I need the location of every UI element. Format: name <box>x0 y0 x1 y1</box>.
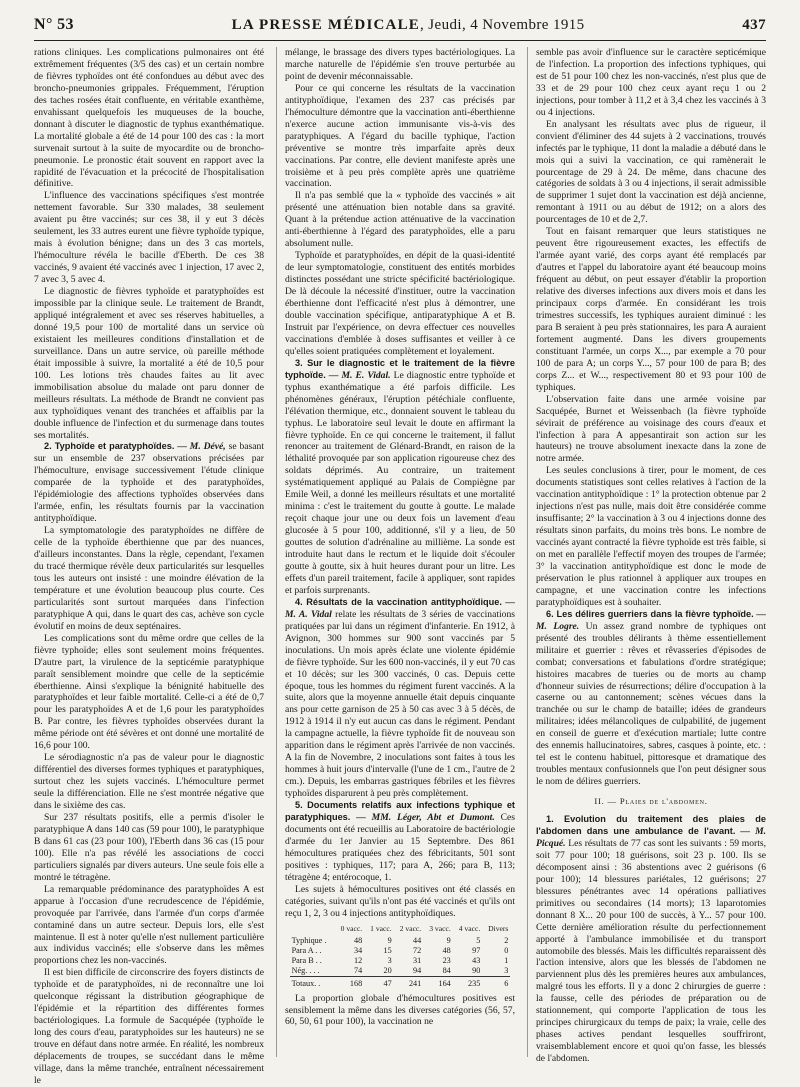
table-row <box>290 966 511 977</box>
table-cell: 20 <box>383 965 392 975</box>
table-header-cell: 3 vacc. <box>429 923 451 933</box>
paragraph: rations cliniques. Les complications pulmonaires ont été extrêmement fréquentes (3/5 des cas) et un certain nombre de fièvres typhoïdes ont été confondues au début avec des broncho-pneumonies grippales. Fréquemment, l'éruption des taches rosées était confluente, en véritable exanthème, envahissant quelquefois les muqueuses de la bouche, donnant à discuter le diagnostic de typhus exanthématique. La mortalité globale a été de 14 pour 100 des cas : la mort survenait surtout à la suite de myocardite ou de broncho-pneumonie. Le pronostic était souvent en rapport avec la rapidité de l'évacuation et la précocité de l'hospitalisation définitive. <box>34 47 264 190</box>
section-3 <box>285 358 515 597</box>
table-cell: 84 <box>442 965 451 975</box>
section-text: Un assez grand nombre de typhiques ont présenté des troubles délirants à thème essentiellement militaire et guerrier : rêves et rêvasseries d'épisodes de combat; conversations et fabulations d'ordre stratégique; histoires macabres de tueries ou de morts au champ d'honneur suivies de résurrections; délire d'occupation à la caserne ou au cantonnement; scènes vécues dans la tranchée ou sur le champ de bataille; idées de grandeurs militaires; idées mélancoliques de culpabilité, de jugement en conseil de guerre et d'exécution martiale; lutte contre des ennemis hallucinatoires, sabres, casques à pointe, etc. : tel est le contenu habituel, pittoresque et dramatique des troubles mentaux confusionnels que l'on peut désigner sous le nom de délires guerriers. <box>536 620 767 788</box>
paragraph: La remarquable prédominance des paratyphoïdes A est apparue à l'occasion d'une recrudescence de l'épidémie, provoquée par l'arrivée, dans l'armée d'un corps d'armée contaminé dans un autre secteur. Depuis lors, elle s'est maintenue. Il est à noter qu'elle n'est nullement particulière aux individus vaccinés; elle s'observe dans les mêmes proportions chez les non-vaccinés. <box>34 883 264 967</box>
paragraph: Le sérodiagnostic n'a pas de valeur pour le diagnostic différentiel des diverses formes typhiques et paratyphiques, surtout chez les sujets vaccinés. L'hémoculture permet seule la différenciation. Elle ne s'est montrée négative que dans le sixième des cas. <box>34 752 264 812</box>
table-cell: Para A . . <box>291 945 322 955</box>
section-author: — MM. Léger, Abt et Dumont. <box>350 812 495 823</box>
table-cell: 34 <box>353 945 363 955</box>
table-cell: 3 <box>504 965 509 975</box>
table-cell: 48 <box>353 935 363 945</box>
paragraph: Il est bien difficile de circonscrire des foyers distincts de typhoïde et de paratyphoïdes, ni de reconnaître une loi quelconque régissant la distribution géographique de l'épidémie et la répartition des différentes formes bactériologiques. La formule de Sacquépée (typhoïde le long des cours d'eau, paratyphoïdes sur les hauteurs) ne se trouve en défaut dans notre armée. En réalité, les nombreux déplacements de troupes, se succédant dans le même village, dans la même tranchée, entraînent nécessairement le <box>34 967 264 1086</box>
paragraph: mélange, le brassage des divers types bactériologiques. La marche naturelle de l'épidémie s'en trouve perturbée au point de devenir méconnaissable. <box>285 47 515 82</box>
table-cell: 31 <box>413 955 422 965</box>
table-cell: 9 <box>446 935 451 945</box>
table-cell: Totaux. . <box>290 976 335 989</box>
paragraph: Sur 237 résultats positifs, elle a permis d'isoler le paratyphique A dans 140 cas (59 pour 100), le paratyphique B dans 61 cas (23 pour 100), l'Eberth dans 36 cas (15 pour 100). Elle n'a pas révélé les associations de cocci particuliers signalés par divers auteurs. Une seule fois elle a montré le tétragène. <box>34 812 264 883</box>
paragraph: Il n'a pas semblé que la « typhoïde des vaccinés » ait présenté une atténuation bien notable dans sa gravité. Quant à la prétendue action atténuative de la vaccination anti-éberthienne à l'égard des paratyphoïdes, elle a paru absolument nulle. <box>285 190 515 250</box>
paragraph: La symptomatologie des paratyphoïdes ne diffère de celle de la typhoïde éberthienne que par des nuances, d'ailleurs inconstantes. Dans la règle, cependant, l'examen du tracé thermique révèle deux particularités sur lesquelles tous les auteurs ont insisté : une moindre élévation de la température et une évolution beaucoup plus courte. Ces particularités sont surtout marquées dans l'infection paratyphique A qui, dans le quart des cas, achève son cycle évolutif en moins de deux septénaires. <box>34 525 264 632</box>
table-cell: 97 <box>472 945 481 955</box>
paragraph: Les complications sont du même ordre que celles de la fièvre typhoïde; elles sont seulement moins fréquentes. D'autre part, la virulence de la septicémie paratyphique paraît sensiblement moindre que celle de la septicémie éberthienne. Ainsi s'explique la bénignité habituelle des paratyphoïdes et leur faible mortalité. Celle-ci a été de 0,7 pour les paratyphoïdes A et de 1,6 pour les paratyphoïdes B. Par contre, les fièvres typhoïdes observées durant la même période ont été sévères et ont donné une mortalité de 16,6 pour 100. <box>34 632 264 752</box>
part-heading: II. — Plaies de l'abdomen. <box>594 796 708 807</box>
table-cell: 90 <box>472 965 481 975</box>
table-cell: 43 <box>472 955 481 965</box>
section-text: relate les résultats de 3 séries de vaccinations pratiquées par lui dans un régiment d'infanterie. En 1912, à Avignon, 300 hommes sur 900 sont vaccinés par 5 inoculations. Un mois après éclate une violente épidémie de fièvre typhoïde. Sur les 600 non-vaccinés, il y eut 70 cas et 10 décès; sur les 300 vaccinés, 0 cas. Depuis cette époque, tous les hommes du régiment furent vaccinés. A la suite, alors que la moyenne annuelle était depuis cinquante ans pour cette garnison de 25 à 50 cas avec 3 à 5 décès, de 1912 à 1914 il n'y eut aucun cas dans le régiment. Pendant la campagne actuelle, la fièvre typhoïde fit de nouveau son apparition dans le régiment après l'arrivée de non vaccinés. A la fin de Novembre, 2 inoculations sont faites à tous les hommes à huit jours d'intervalle (l'une de 1 cm., l'autre de 2 cm.). Depuis, les embarras gastriques fébriles et les fièvres typhoïdes disparurent à peu près complètement. <box>285 608 515 800</box>
paragraph: En analysant les résultats avec plus de rigueur, il convient d'éliminer des 44 sujets à 2 vaccinations, trouvés infectés par le typhique, 11 dont la maladie a débuté dans le mois qui a suivi la vaccination, ce qui ramènerait le pourcentage de 29 à 24. De même, dans chacune des catégories de soldats à 3 ou 4 injections, il serait admissible de supprimer 1 sujet dont la vaccination est déjà ancienne, remontant à 1911 ou au début de 1912; on a alors des pourcentages de 10 et de 2,7. <box>536 118 766 226</box>
section-author: — M. A. Vidal <box>285 596 515 620</box>
section-heading: 4. Résultats de la vaccination antityphoïdique. <box>295 596 502 607</box>
column-3 <box>527 47 767 1065</box>
table-header-cell: 4 vacc. <box>458 923 481 933</box>
section-author: — M. Logre. <box>536 608 766 632</box>
page-number-left: N° 53 <box>34 16 74 33</box>
table-cell: 2 <box>504 935 509 945</box>
table-header-cell: Divers <box>488 923 509 933</box>
table-cell: 23 <box>442 955 451 965</box>
table-header-cell: 1 vacc. <box>370 923 392 933</box>
table-cell: 164 <box>423 976 453 989</box>
table-cell: 6 <box>482 976 510 989</box>
paragraph: Tout en faisant remarquer que leurs statistiques ne peuvent être rigoureusement exactes, les effectifs de l'armée ayant varié, des corps ayant été remplacés par d'autres et l'appel du laboratoire ayant été beaucoup moins fréquent au début, on peut essayer d'établir la proportion relative des diverses infections aux divers mois et dans les principaux corps d'armée. En considérant les trois trimestres successifs, les typhiques auraient diminué : les para B seraient à peu près stationnaires, les para A auraient fortement augmenté. Dans les divers groupements constituant l'armée, un corps X..., par exemple a 70 pour 100 de para A; un corps Y..., 57 pour 100 de para B; des corps Z... et W..., respectivement 80 et 93 pour 100 de typhiques. <box>536 226 766 393</box>
paragraph: La proportion globale d'hémocultures positives est sensiblement la même dans les diverses catégories (56, 57, 60, 50, 61 pour 100), la vaccination ne <box>285 992 515 1028</box>
column-1 <box>34 47 264 1086</box>
running-title <box>232 17 585 34</box>
section-text: Le diagnostic entre typhoïde et typhus exanthématique a été parfois difficile. Les phénomènes généraux, l'éruption pétéchiale confluente, l'élévation thermique, etc., donnaient souvent le tableau du typhus. Le laboratoire seul levait le doute en affirmant la fièvre typhoïde. En ce qui concerne le traitement, il fallut renoncer au traitement de Glénard-Brandt, en raison de la léthalité provoquée par son application rigoureuse chez des soldats déprimés. Au contraire, un traitement systématiquement appliqué au Palais de Compiègne par Emile Weil, a donné les meilleurs résultats et une mortalité minima : c'est le traitement du goutte à goutte. Le malade reçoit chaque jour une ou deux fois un lavement d'eau glucosée à 5 pour 100, additionné, s'il y a lieu, de 50 gouttes de solution d'adrénaline au millième. La sonde est introduite haut dans le rectum et le liquide doit s'écouler goutte à goutte, six à huit heures durant pour un litre. Les effets d'un pareil traitement, facile à appliquer, sont rapides et parfois surprenants. <box>285 369 515 596</box>
section-heading: 5. Documents relatifs aux infections typhique et paratyphiques. <box>285 800 515 822</box>
table-cell: 47 <box>364 976 394 989</box>
paragraph: Les sujets à hémocultures positives ont été classés en catégories, suivant qu'ils n'ont pas été vaccinés et qu'ils ont reçu 1, 2, 3 ou 4 injections antityphoïdiques. <box>285 883 515 919</box>
table-cell: 44 <box>413 935 422 945</box>
section-text: Ces documents ont été recueillis au Laboratoire de bactériologie d'armée du 1er Janvier au 15 Septembre. Des 861 hémocultures pratiquées chez des fébricitants, 501 sont positives : typhiques, 117; para A, 266; para B, 113; tétragène 4; entérocoque, 1. <box>285 812 515 883</box>
section-author: — M. Picqué. <box>536 826 766 849</box>
table-cell: 241 <box>394 976 424 989</box>
paragraph: L'influence des vaccinations spécifiques s'est montrée nettement favorable. Sur 330 malades, 38 seulement avaient pu être vaccinés; sur ces 38, il y eut 3 décès seulement, les 33 autres eurent une fièvre typhoïde typique, mais à évolution bénigne; dans un des 3 cas mortels, l'hémoculture révéla le bacille d'Eberth. De ces 38 vaccinés, 9 avaient été vaccinés avec 1 injection, 17 avec 2, 7 avec 3, 5 avec 4. <box>34 190 264 286</box>
table-total-row <box>290 976 511 989</box>
table-cell: 15 <box>383 945 392 955</box>
table-cell: 48 <box>442 945 451 955</box>
section-author: — M. Dévé, <box>174 441 226 453</box>
table-header-cell: 2 vacc. <box>399 923 422 933</box>
table-cell: Typhique . <box>291 935 327 945</box>
paragraph: semble pas avoir d'influence sur le caractère septicémique de l'infection. La proportion des infections typhiques, qui est de 51 pour 100 chez les non-vaccinés, n'est plus que de 33 et de 29 pour 100 chez ceux ayant reçu 1 ou 2 injections, pour tomber à 11,2 et à 3,4 chez les vaccinés à 3 ou 4 injections. <box>536 47 766 118</box>
table-cell: 94 <box>413 965 422 975</box>
column-2 <box>276 47 515 1057</box>
table-cell: 0 <box>504 945 509 955</box>
table-cell: 74 <box>353 965 363 975</box>
table-cell: 12 <box>353 955 363 965</box>
paragraph: Le diagnostic de fièvres typhoïde et paratyphoïdes est impossible par la clinique seule. Le traitement de Brandt, appliqué intégralement et avec ses réserves habituelles, a donné 19,5 pour 100 de mortalité dans un service où existaient les meilleures conditions d'installation et de surveillance. Dans un autre service, où pareille méthode était impossible à suivre, la mortalité a été de 10,5 pour 100. Les lotions très chaudes faites au lit avec immobilisation absolue du malade ont paru donner de meilleurs résultats. La méthode de Brandt ne convient pas aux typhoïdiques venant des tranchées et affaiblis par la double influence de l'infection et du surmenage dans toutes ses mortalités. <box>34 286 264 441</box>
section-author: — M. E. Vidal. <box>325 369 391 381</box>
section-6 <box>536 609 766 788</box>
table-cell: Nég. . . . <box>291 965 320 975</box>
issue-date: , Jeudi, 4 Novembre 1915 <box>419 17 585 33</box>
section-text: Les résultats de 77 cas sont les suivants : 59 morts, soit 77 pour 100; 18 guérisons, soit 23 p. 100. Ils se décomposent ainsi : 36 abstentions avec 2 guérisons (6 pour 100); 14 blessures pariétales, 12 guérisons; 27 blessures pénétrantes avec 14 opérations palliatives primitives ou secondaires (14 morts); 13 laparotomies donnant 8 X... 20 pour 100 de succès, à Y... 57 pour 100. Cette dernière amélioration résulte du perfectionnement apporté à l'ambulance immobilisée et du transport automobile des blessés. Mais les difficultés reparaissent dès l'action intensive, alors que les blessés de l'abdomen ne parviennent plus dès les premières heures aux ambulances, malgré tous les efforts. Il y a donc 2 chirurgies de guerre : la fausse, celle des périodes de préparation ou de stationnement, qui comporte l'application de tous les principes chirurgicaux du temps de paix; la vraie, celle des phases actives pendant lesquelles souffriront, vraisemblablement encore et quoi qu'on fasse, les blessés de l'abdomen. <box>536 837 766 1065</box>
table-cell: 3 <box>387 955 392 965</box>
vaccination-stats-table <box>290 924 511 989</box>
table-cell: 1 <box>504 955 509 965</box>
page-number-right: 437 <box>742 17 766 33</box>
section-2 <box>34 441 264 525</box>
paragraph: L'observation faite dans une armée voisine par Sacquépée, Burnet et Weissenbach (la fièvre typhoïde sévirait de préférence au voisinage des cours d'eaux et l'infection à para A appesantirait son action sur les hauteurs) ne trouve absolument inexacte dans la zone de notre armée. <box>536 393 766 465</box>
table-header-cell <box>290 924 335 936</box>
table-row <box>290 946 511 956</box>
table-header-row <box>290 924 511 936</box>
table-cell: Para B . . <box>291 955 322 965</box>
table-cell: 235 <box>453 976 483 989</box>
paragraph: Pour ce qui concerne les résultats de la vaccination antityphoïdique, l'examen des 237 cas précisés par l'hémoculture démontre que la vaccination anti-éberthienne n'exerce aucune action immunisante vis-à-vis des paratyphiques. A l'égard du bacille typhique, l'action préventive se montre très imparfaite après deux vaccinations. Par contre, elle devient manifeste après une troisième et à peu près complète après une quatrième vaccination. <box>285 82 515 190</box>
table-cell: 9 <box>387 935 392 945</box>
header-rule <box>34 40 766 41</box>
journal-name: LA PRESSE MÉDICALE <box>231 17 420 33</box>
table-cell: 5 <box>476 935 481 945</box>
section-heading: 3. Sur le diagnostic et le traitement de la fièvre typhoïde. <box>285 357 515 380</box>
section-7 <box>536 814 766 1065</box>
section-5 <box>285 800 515 884</box>
page-header <box>34 16 766 34</box>
section-heading: 6. Les délires guerriers dans la fièvre typhoïde. <box>546 608 754 619</box>
table-cell: 72 <box>413 945 422 955</box>
paragraph: Les seules conclusions à tirer, pour le moment, de ces documents statistiques sont celles relatives à l'action de la vaccination antityphoïdique : 1° la protection obtenue par 2 injections n'est pas nulle, mais doit être considérée comme insuffisante; 2° la vaccination à 3 ou 4 injections donne des résultats sinon parfaits, du moins très bons. Le nombre de vaccinés ayant contracté la fièvre typhoïde est très faible, si on met en parallèle l'effectif moyen des troupes de l'armée; 3° la vaccination antityphoïdique est donc le mode de préservation le plus rationnel à appliquer aux troupes en campagne, et une vaccination contre les infections paratyphoïdiques est à souhaiter. <box>536 465 766 608</box>
table-header-cell: 0 vacc. <box>340 923 363 933</box>
table-cell: 168 <box>335 976 365 989</box>
table-row <box>290 956 511 966</box>
section-heading: 1. Evolution du traitement des plaies de l'abdomen dans une ambulance de l'avant. <box>536 814 766 836</box>
table-row <box>290 936 511 946</box>
section-4 <box>285 597 515 800</box>
section-text: se basant sur un ensemble de 237 observations précisées par l'hémoculture, envisage successivement l'étude clinique comparée de la typhoïde et des paratyphoïdes, l'épidémiologie des affections typhoïdes observées dans l'armée, enfin, les résultats fournis par la vaccination antityphoïdique. <box>34 441 264 525</box>
paragraph: Typhoïde et paratyphoïdes, en dépit de la quasi-identité de leur symptomatologie, constituent des entités morbides distinctes possédant une stricte spécificité bactériologique. De là découle la nécessité d'instituer, outre la vaccination éberthienne dont l'efficacité n'est plus à démontrer, une double vaccination spécifique, antiparatyphique A et B. Instruit par l'expérience, on devra effectuer ces nouvelles vaccinations d'emblée à doses suffisantes et veiller à ce qu'elles soient pratiquées complètement et loyalement. <box>285 250 515 357</box>
text-columns <box>34 47 767 1086</box>
section-heading: 2. Typhoïde et paratyphoïdes. <box>44 441 175 452</box>
